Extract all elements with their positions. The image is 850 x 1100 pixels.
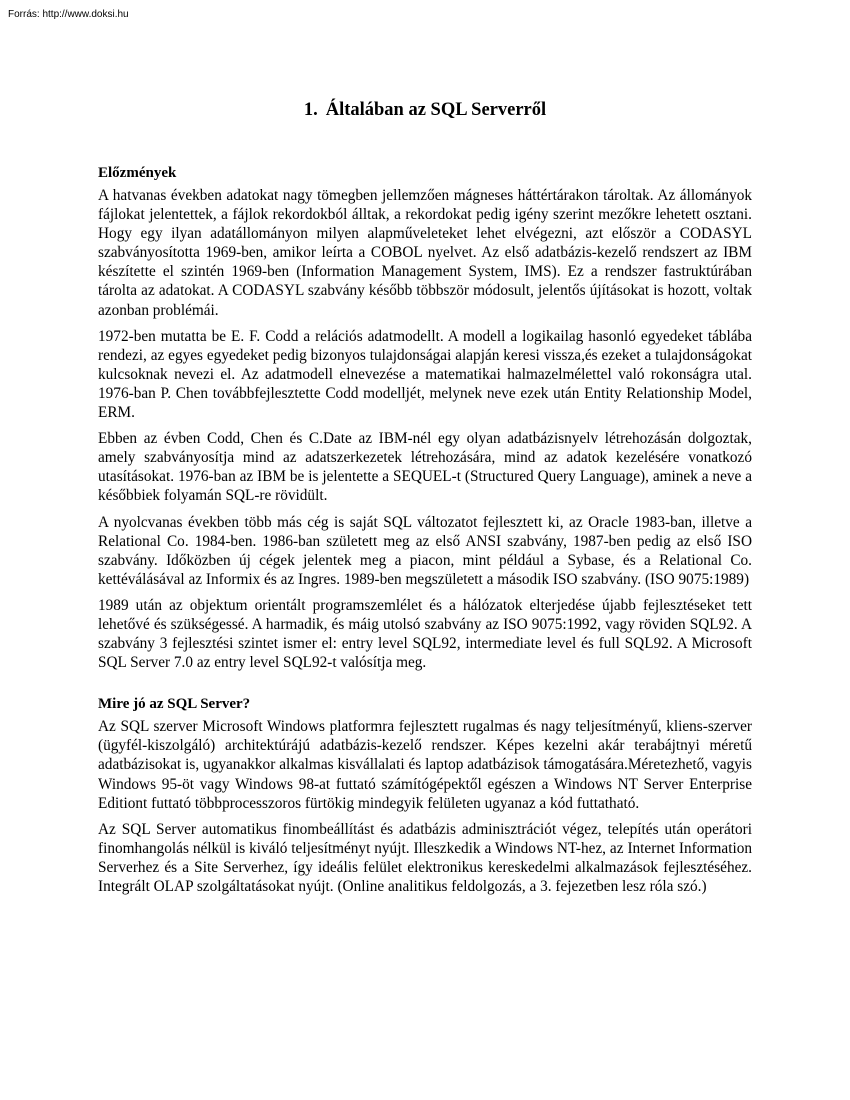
paragraph: Ebben az évben Codd, Chen és C.Date az IBM-nél egy olyan adatbázisnyelv létrehozásán dolgoztak, amely szabványosítja mind az adatszerkezetek létrehozására, mind az adatok kezelésére vonatkozó utasításokat. 1976-ban az IBM be is jelentette a SEQUEL-t (Structured Query Language), aminek a neve a későbbiek folyamán SQL-re rövidült. (98, 430, 752, 505)
paragraph: Az SQL Server automatikus finombeállítást és adatbázis adminisztrációt végez, telepítés után operátori finomhangolás nélkül is kiváló teljesítményt nyújt. Illeszkedik a Windows NT-hez, az Internet Information Serverhez és a Site Serverhez, így ideális felület elektronikus kereskedelmi alkalmazások fejlesztéséhez. Integrált OLAP szolgáltatásokat nyújt. (Online analitikus feldolgozás, a 3. fejezetben lesz róla szó.) (98, 820, 752, 895)
source-label: Forrás: http://www.doksi.hu (8, 9, 129, 20)
section-history (98, 163, 752, 672)
section-spacer (98, 679, 752, 694)
page-title (0, 98, 850, 122)
document-body (98, 163, 752, 903)
paragraph: 1972-ben mutatta be E. F. Codd a relációs adatmodellt. A modell a logikailag hasonló egyedeket táblába rendezi, az egyes egyedeket pedig bizonyos tulajdonságai alapján keresi vissza,és ezeket a tulajdonságokat kulcsoknak nevezi el. Az adatmodell elnevezése a matematikai halmazelmélettel való rokonságra utal. 1976-ban P. Chen továbbfejlesztette Codd modelljét, melynek neve ezek után Entity Relationship Model, ERM. (98, 327, 752, 422)
paragraph: Az SQL szerver Microsoft Windows platformra fejlesztett rugalmas és nagy teljesítményű, kliens-szerver (ügyfél-kiszolgáló) architektúrájú adatbázis-kezelő rendszer. Képes kezelni akár terabájtnyi méretű adatbázisokat is, ugyanakkor alkalmas kisvállalati és laptop adatbázisok támogatására.Méretezhető, vagyis Windows 95-öt vagy Windows 98-at futtató számítógépektől egészen a Windows NT Server Enterprise Editiont futtató többprocesszoros fürtökig mindegyik felületen ugyanaz a kód futtatható. (98, 718, 752, 812)
section-purpose (98, 694, 752, 896)
chapter-title: Általában az SQL Serverről (325, 100, 547, 120)
section-heading: Mire jó az SQL Server? (98, 696, 251, 713)
section-heading: Előzmények (98, 165, 177, 181)
paragraph: A nyolcvanas években több más cég is saját SQL változatot fejlesztett ki, az Oracle 1983-ban, illetve a Relational Co. 1984-ben. 1986-ban született meg az első ANSI szabvány, 1987-ben pedig az első ISO szabvány. Időközben új cégek jelentek meg a piacon, mint például a Sybase, és a Relational Co. kettéválásával az Informix és az Ingres. 1989-ben megszületett a második ISO szabvány. (ISO 9075:1989) (98, 513, 752, 588)
paragraph: 1989 után az objektum orientált programszemlélet és a hálózatok elterjedése újabb fejlesztéseket tett lehetővé és szükségessé. A harmadik, és máig utolsó szabvány az ISO 9075:1992, vagy röviden SQL92. A szabvány 3 fejlesztési szintet ismer el: entry level SQL92, intermediate level és full SQL92. A Microsoft SQL Server 7.0 az entry level SQL92-t valósítja meg. (98, 596, 752, 672)
chapter-number: 1. (303, 100, 318, 120)
paragraph: A hatvanas években adatokat nagy tömegben jellemzően mágneses háttértárakon tároltak. Az állományok fájlokat jelentettek, a fájlok rekordokból álltak, a rekordokat pedig igény szerint mezőkre lehetett osztani. Hogy egy ilyan adatállományon milyen alapműveleteket lehet elvégezni, azt először a CODASYL szabványosította 1969-ben, amikor leírta a COBOL nyelvet. Az első adatbázis-kezelő rendszert az IBM készítette el szintén 1969-ben (Information Management System, IMS). Ez a rendszer fastruktúrában tárolta az adatokat. A CODASYL szabvány később többször módosult, jelentős újításokat is hozott, voltak azonban problémái. (98, 187, 752, 319)
